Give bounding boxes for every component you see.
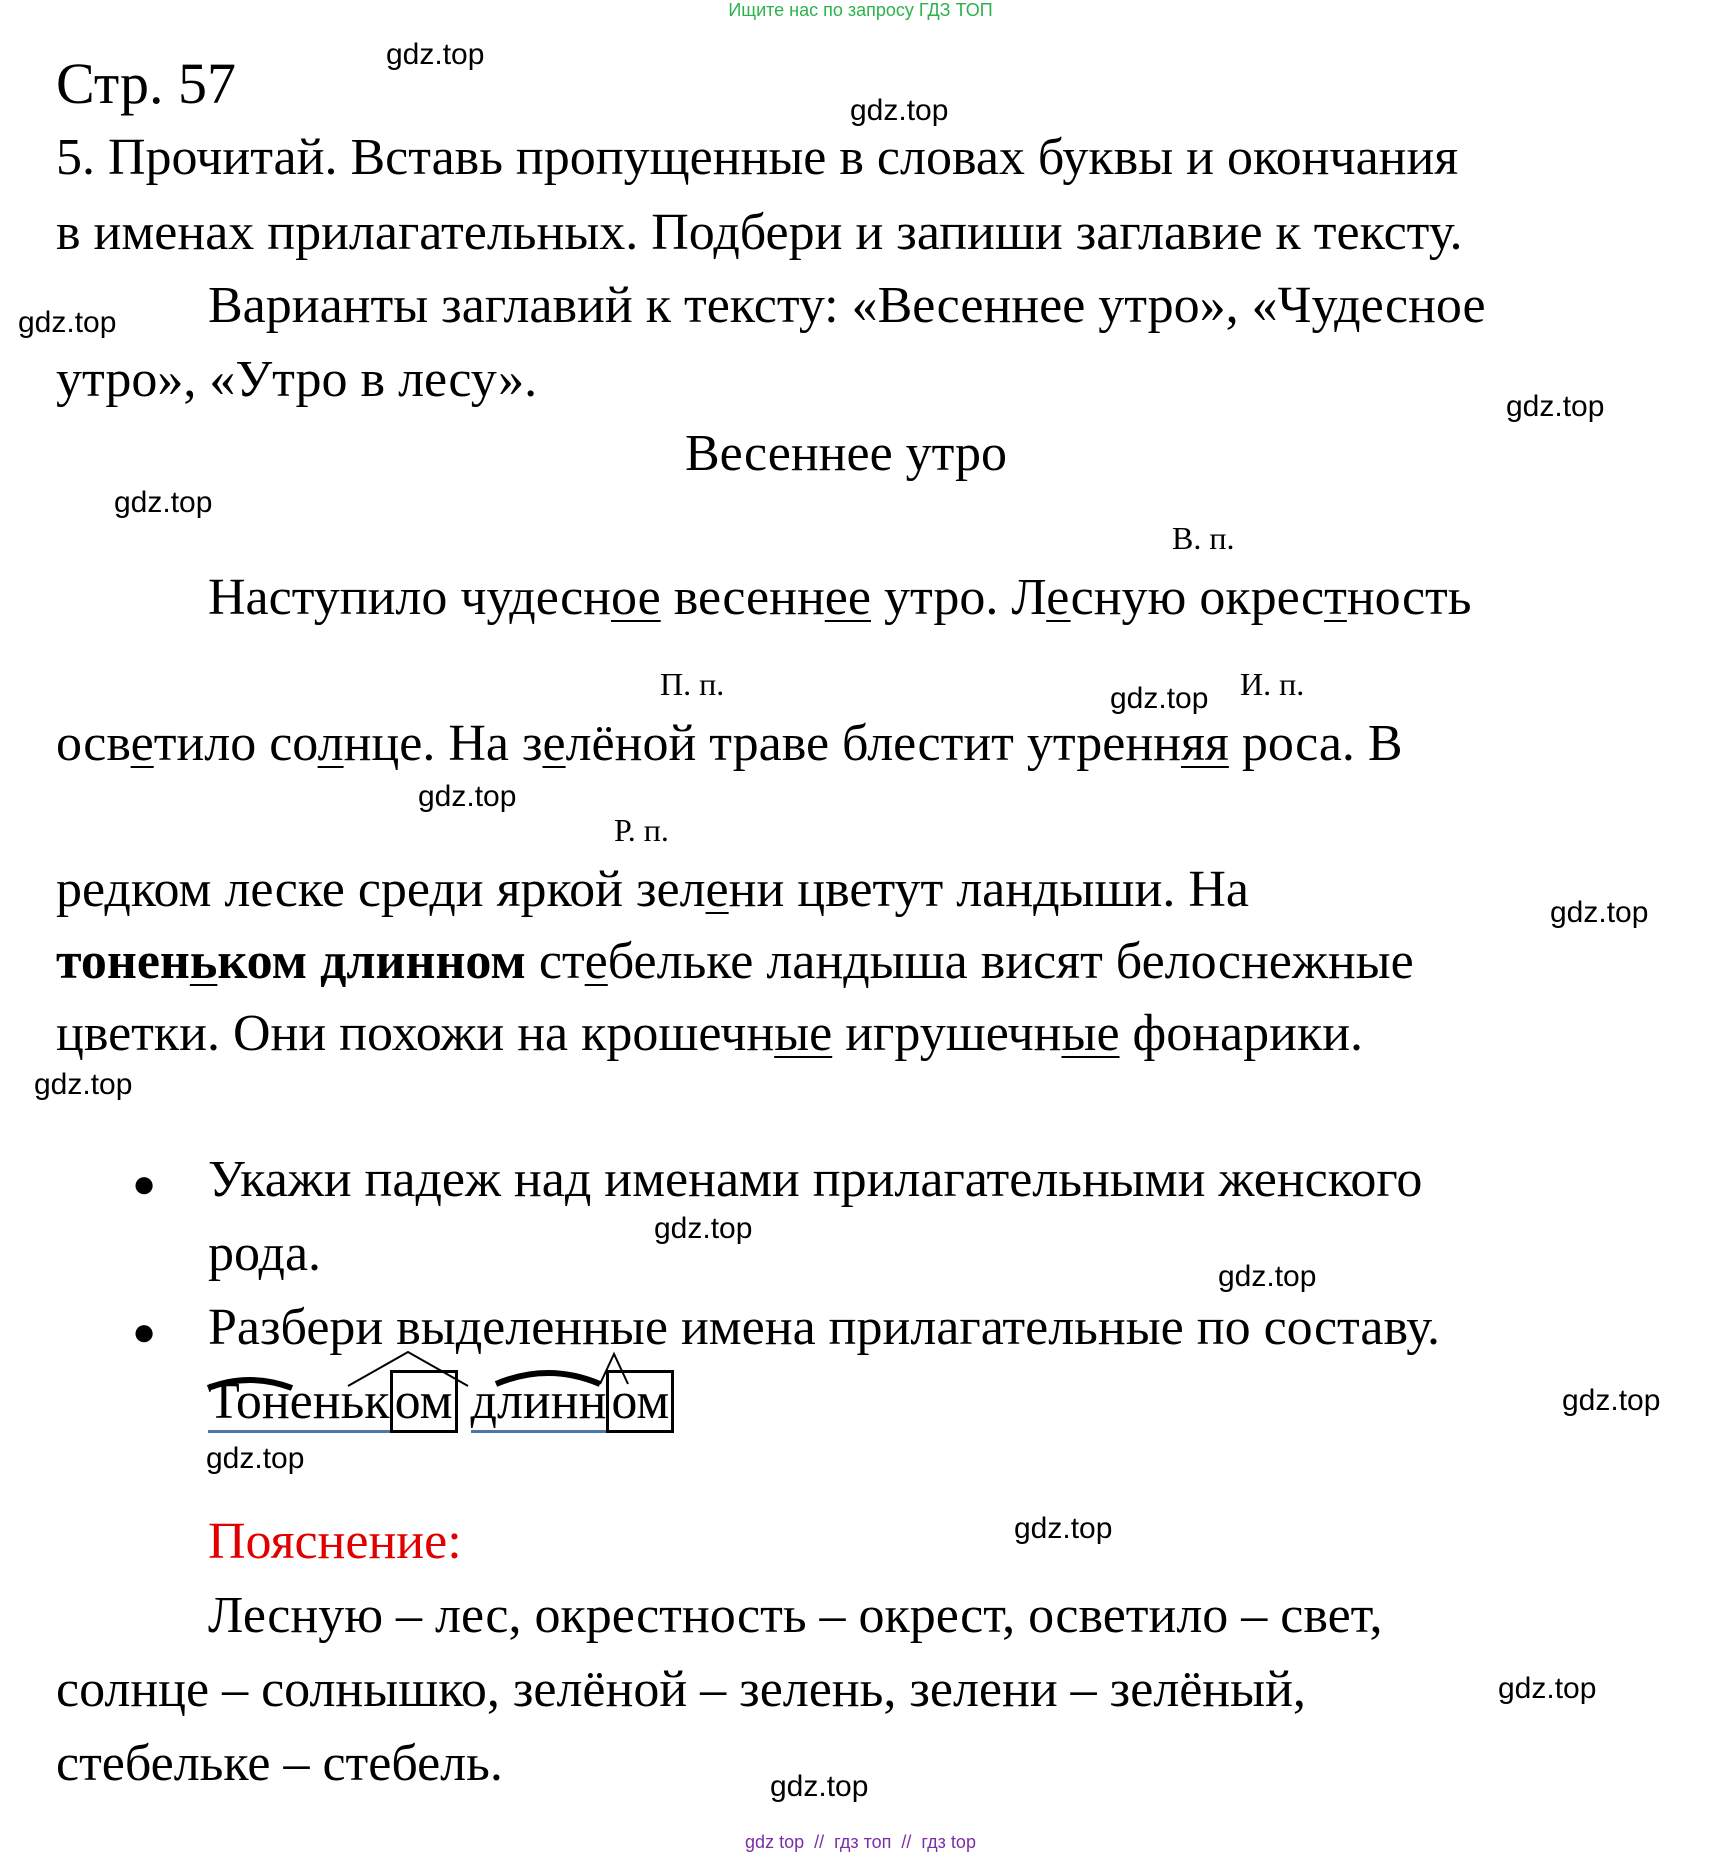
passage-text: игрушечн (832, 1005, 1062, 1062)
inserted-ending: ые (1061, 1005, 1120, 1062)
ending-om-1: ом (390, 1370, 458, 1433)
inserted-letter: ь (189, 933, 218, 990)
passage-text: цветки. Они похожи на крошечн (56, 1005, 775, 1062)
watermark: gdz.top (18, 306, 117, 339)
footer: gdz top // гдз топ // гдз top (745, 1832, 976, 1852)
watermark: gdz.top (418, 780, 517, 813)
text-title: Весеннее утро (685, 425, 1008, 482)
case-mark-ip: И. п. (1240, 666, 1305, 702)
bullet-dot: ● (132, 1309, 157, 1354)
passage-text: ность (1346, 569, 1472, 626)
passage-text: нце. На з (343, 715, 543, 772)
passage-text: лёной траве блестит утренн (565, 715, 1181, 772)
root-arc (208, 1380, 292, 1388)
passage-line-2 (56, 714, 1403, 774)
case-mark-rp: Р. п. (614, 812, 669, 848)
passage-text: весенн (660, 569, 825, 626)
passage-text: роса. В (1228, 715, 1403, 772)
page-number: Стр. 57 (56, 51, 236, 116)
top-banner: Ищите нас по запросу ГДЗ ТОП (728, 0, 993, 20)
inserted-letter: т (1324, 569, 1347, 626)
bullet-1-line-2: рода. (208, 1225, 322, 1282)
passage-line-5 (56, 1004, 1363, 1064)
passage-line-1 (208, 568, 1471, 628)
passage-line-4 (56, 932, 1414, 992)
bullet-2: Разбери выделенные имена прилагательные по составу. (208, 1299, 1441, 1356)
inserted-letter: е (1046, 569, 1071, 626)
inserted-ending: яя (1181, 715, 1229, 772)
ending-om-2: ом (606, 1370, 674, 1433)
passage-line-3 (56, 860, 1249, 920)
passage-text: бельке ландыша висят белоснежные (607, 933, 1414, 990)
explanation-heading: Пояснение: (208, 1513, 462, 1570)
case-mark-vp: В. п. (1172, 520, 1235, 556)
task-line-4: утро», «Утро в лесу». (56, 351, 538, 408)
task-line-1: 5. Прочитай. Вставь пропущенные в словах буквы и окончания (56, 129, 1459, 186)
task-line-3: Варианты заглавий к тексту: «Весеннее утро», «Чудесное (208, 277, 1486, 334)
inserted-letter: л (317, 715, 344, 772)
task-line-2: в именах прилагательных. Подбери и запиши заглавие к тексту. (56, 204, 1463, 261)
watermark: gdz.top (1562, 1384, 1661, 1417)
explanation-line-3: стебельке – стебель. (56, 1735, 503, 1792)
passage-text: Наступило чудесн (208, 569, 611, 626)
inserted-ending: ые (774, 1005, 833, 1062)
stem-dlinn: длинн (471, 1373, 607, 1433)
inserted-letter: е (705, 861, 729, 918)
watermark: gdz.top (850, 94, 949, 127)
watermark: gdz.top (1506, 390, 1605, 423)
passage-text: ком длинном (217, 933, 526, 990)
watermark: gdz.top (34, 1068, 133, 1101)
explanation-line-2: солнце – солнышко, зелёной – зелень, зелени – зелёный, (56, 1661, 1306, 1718)
watermark: gdz.top (1550, 896, 1649, 929)
watermark: gdz.top (1014, 1512, 1113, 1545)
watermark: gdz.top (206, 1442, 305, 1475)
inserted-letter: е (584, 933, 608, 990)
suffix-mark (348, 1352, 468, 1386)
passage-text: осв (56, 715, 131, 772)
passage-text: тило со (153, 715, 318, 772)
watermark: gdz.top (1498, 1672, 1597, 1705)
case-mark-pp: П. п. (660, 666, 725, 702)
watermark: gdz.top (1218, 1260, 1317, 1293)
passage-text: редком леске среди яркой зел (56, 861, 706, 918)
suffix-mark (600, 1354, 628, 1384)
highlighted-adjectives (56, 933, 526, 990)
passage-text: утро. Л (870, 569, 1047, 626)
watermark: gdz.top (386, 38, 485, 71)
watermark: gdz.top (654, 1212, 753, 1245)
inserted-ending: ее (824, 569, 871, 626)
passage-text: тонен (56, 933, 190, 990)
bullet-dot: ● (132, 1161, 157, 1206)
passage-text: ст (525, 933, 585, 990)
morpheme-marks (200, 1348, 740, 1428)
inserted-ending: ое (610, 569, 661, 626)
stem-tonenk: Тоненьк (208, 1373, 390, 1433)
root-arc (496, 1373, 600, 1384)
explanation-line-1: Лесную – лес, окрестность – окрест, осветило – свет, (208, 1587, 1383, 1644)
bullet-1-line-1: Укажи падеж над именами прилагательными женского (208, 1151, 1423, 1208)
inserted-letter: е (130, 715, 154, 772)
passage-text: сную окрес (1070, 569, 1325, 626)
passage-text: фонарики. (1119, 1005, 1364, 1062)
watermark: gdz.top (114, 486, 213, 519)
watermark: gdz.top (1110, 682, 1209, 715)
passage-text: ни цветут ландыши. На (728, 861, 1249, 918)
watermark: gdz.top (770, 1770, 869, 1803)
inserted-letter: е (542, 715, 566, 772)
